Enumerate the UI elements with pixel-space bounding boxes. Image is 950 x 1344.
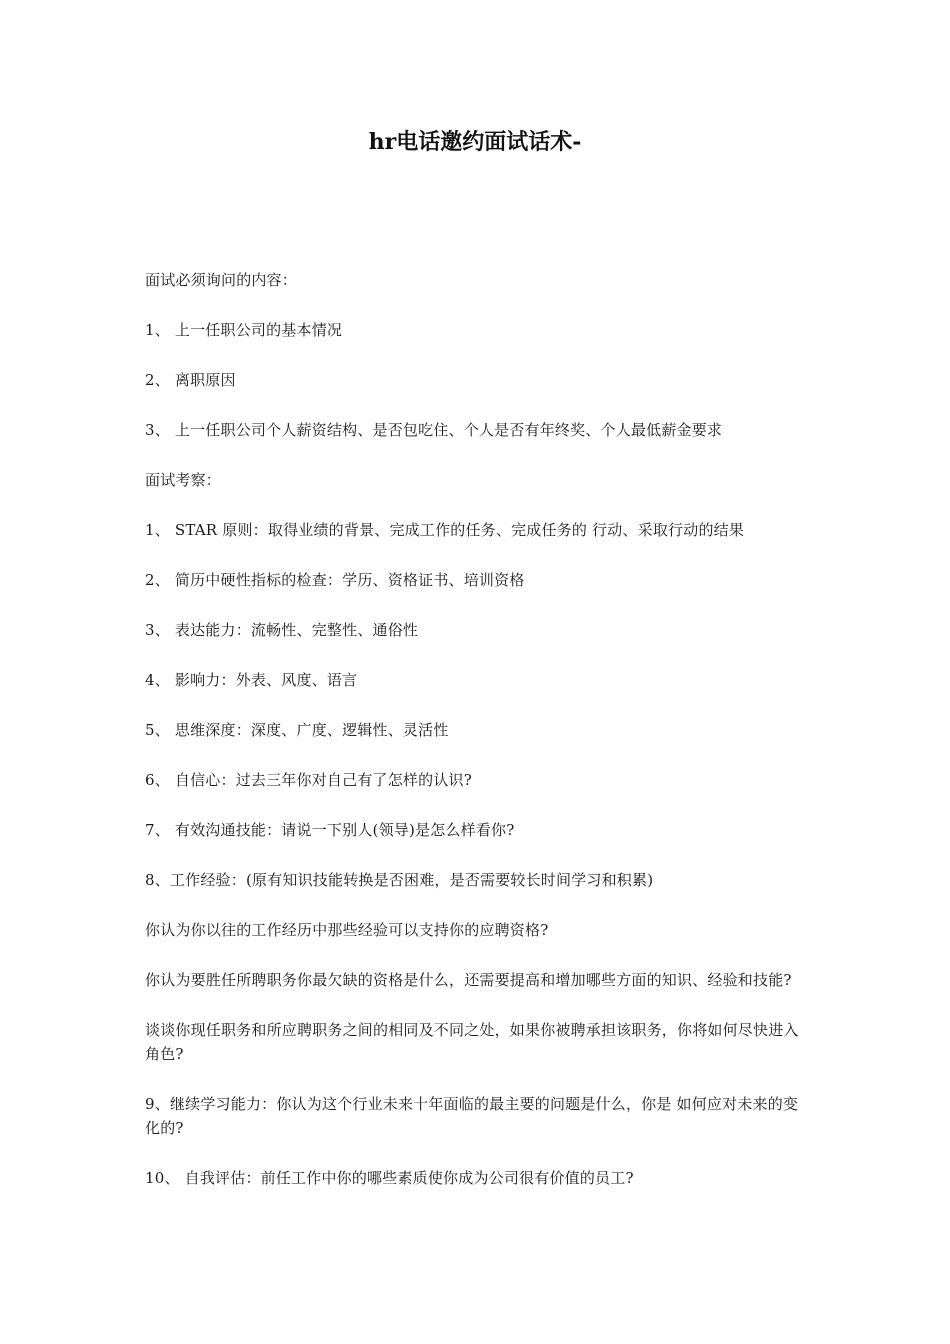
list-item: 4、 影响力：外表、风度、语言 (145, 671, 358, 689)
list-item: 9、继续学习能力：你认为这个行业未来十年面临的最主要的问题是什么，你是 如何应对未来的变化的? (145, 1095, 799, 1137)
section-heading: 面试考察： (145, 471, 222, 489)
question-paragraph: 你认为你以往的工作经历中那些经验可以支持你的应聘资格? (145, 921, 549, 939)
list-item: 1、 STAR 原则：取得业绩的背景、完成工作的任务、完成任务的 行动、采取行动的结果 (145, 521, 745, 539)
list-item: 5、 思维深度：深度、广度、逻辑性、灵活性 (145, 721, 449, 739)
document-body (145, 268, 813, 1216)
list-item: 3、 上一任职公司个人薪资结构、是否包吃住、个人是否有年终奖、个人最低薪金要求 (145, 421, 723, 439)
paragraph-intro: 面试必须询问的内容： (145, 271, 298, 289)
list-item: 8、工作经验：(原有知识技能转换是否困难，是否需要较长时间学习和积累) (145, 871, 654, 889)
document-title: hr电话邀约面试话术- (368, 129, 582, 155)
list-item: 1、 上一任职公司的基本情况 (145, 321, 343, 339)
list-item: 10、 自我评估：前任工作中你的哪些素质使你成为公司很有价值的员工? (145, 1169, 634, 1187)
list-item: 2、 离职原因 (145, 371, 236, 389)
list-item: 2、 简历中硬性指标的检查：学历、资格证书、培训资格 (145, 571, 525, 589)
list-item: 7、 有效沟通技能：请说一下别人(领导)是怎么样看你? (145, 821, 515, 839)
question-paragraph: 你认为要胜任所聘职务你最欠缺的资格是什么，还需要提高和增加哪些方面的知识、经验和技能? (145, 971, 792, 989)
list-item: 3、 表达能力：流畅性、完整性、通俗性 (145, 621, 419, 639)
question-paragraph: 谈谈你现任职务和所应聘职务之间的相同及不同之处，如果你被聘承担该职务，你将如何尽快进入角色? (145, 1021, 799, 1063)
list-item: 6、 自信心：过去三年你对自己有了怎样的认识? (145, 771, 472, 789)
